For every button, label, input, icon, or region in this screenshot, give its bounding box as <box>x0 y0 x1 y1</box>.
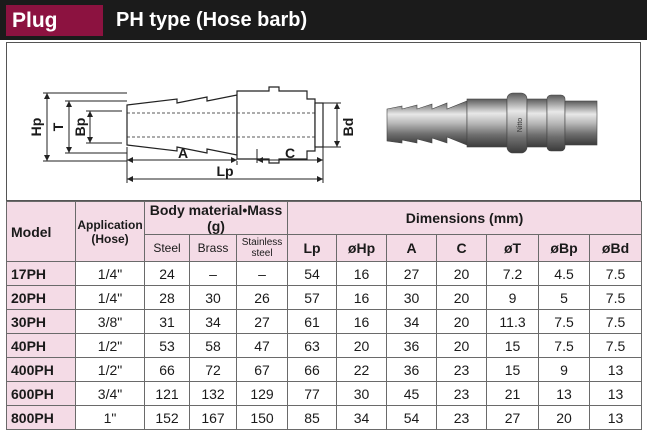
cell-bp: 7.5 <box>539 310 590 334</box>
cell-stainless: 27 <box>237 310 288 334</box>
cell-stainless: 26 <box>237 286 288 310</box>
cell-t: 7.2 <box>487 262 539 286</box>
cell-brass: 72 <box>190 358 237 382</box>
label-c: C <box>284 145 296 161</box>
cell-lp: 61 <box>288 310 337 334</box>
header-bd: øBd <box>590 235 642 262</box>
cell-application: 1/4" <box>76 262 145 286</box>
cell-a: 36 <box>387 334 437 358</box>
cell-t: 27 <box>487 406 539 430</box>
cell-a: 30 <box>387 286 437 310</box>
cell-t: 21 <box>487 382 539 406</box>
cell-steel: 24 <box>145 262 190 286</box>
cell-hp: 34 <box>337 406 387 430</box>
cell-steel: 121 <box>145 382 190 406</box>
dimension-drawing <box>7 43 640 200</box>
cell-lp: 85 <box>288 406 337 430</box>
cell-model: 40PH <box>7 334 76 358</box>
label-hp: Hp <box>28 117 44 137</box>
table-row <box>7 310 642 334</box>
table-row <box>7 406 642 430</box>
cell-t: 11.3 <box>487 310 539 334</box>
cell-steel: 53 <box>145 334 190 358</box>
table-row <box>7 358 642 382</box>
cell-lp: 77 <box>288 382 337 406</box>
header-model: Model <box>7 202 76 262</box>
cell-stainless: – <box>237 262 288 286</box>
label-lp: Lp <box>216 163 234 179</box>
cell-application: 1/2" <box>76 358 145 382</box>
header-hp: øHp <box>337 235 387 262</box>
table-row <box>7 286 642 310</box>
cell-c: 23 <box>437 382 487 406</box>
cell-application: 3/4" <box>76 382 145 406</box>
cell-brass: 132 <box>190 382 237 406</box>
specification-table <box>6 201 642 430</box>
cell-application: 1/4" <box>76 286 145 310</box>
header-stainless: Stainless steel <box>237 235 288 262</box>
cell-c: 23 <box>437 406 487 430</box>
cell-brass: – <box>190 262 237 286</box>
cell-stainless: 129 <box>237 382 288 406</box>
cell-steel: 28 <box>145 286 190 310</box>
cell-model: 600PH <box>7 382 76 406</box>
header-a: A <box>387 235 437 262</box>
label-bd: Bd <box>340 117 356 137</box>
cell-bd: 7.5 <box>590 334 642 358</box>
cell-bd: 7.5 <box>590 262 642 286</box>
cell-hp: 16 <box>337 262 387 286</box>
cell-c: 20 <box>437 334 487 358</box>
cell-bp: 4.5 <box>539 262 590 286</box>
cell-hp: 16 <box>337 310 387 334</box>
cell-t: 15 <box>487 358 539 382</box>
label-bp: Bp <box>72 117 88 137</box>
cell-steel: 66 <box>145 358 190 382</box>
header-dimensions: Dimensions (mm) <box>288 202 642 235</box>
header-lp: Lp <box>288 235 337 262</box>
cell-application: 1/2" <box>76 334 145 358</box>
cell-c: 23 <box>437 358 487 382</box>
cell-lp: 63 <box>288 334 337 358</box>
cell-bp: 7.5 <box>539 334 590 358</box>
category-tab: Plug <box>6 5 103 36</box>
header-steel: Steel <box>145 235 190 262</box>
cell-application: 3/8" <box>76 310 145 334</box>
cell-bp: 9 <box>539 358 590 382</box>
cell-c: 20 <box>437 286 487 310</box>
page-title: PH type (Hose barb) <box>116 9 308 31</box>
cell-hp: 16 <box>337 286 387 310</box>
product-photo <box>387 93 597 153</box>
header-c: C <box>437 235 487 262</box>
table-body <box>7 262 642 430</box>
cell-stainless: 67 <box>237 358 288 382</box>
cell-brass: 30 <box>190 286 237 310</box>
cell-bp: 13 <box>539 382 590 406</box>
cell-brass: 58 <box>190 334 237 358</box>
cell-stainless: 150 <box>237 406 288 430</box>
cell-model: 17PH <box>7 262 76 286</box>
cell-model: 400PH <box>7 358 76 382</box>
cell-bd: 13 <box>590 382 642 406</box>
product-marking: Nitto <box>517 117 524 133</box>
cell-model: 800PH <box>7 406 76 430</box>
cell-model: 20PH <box>7 286 76 310</box>
table-row <box>7 382 642 406</box>
cell-lp: 57 <box>288 286 337 310</box>
header-body-material: Body material•Mass (g) <box>145 202 288 235</box>
cell-hp: 30 <box>337 382 387 406</box>
cell-a: 54 <box>387 406 437 430</box>
cell-brass: 34 <box>190 310 237 334</box>
header-bp: øBp <box>539 235 590 262</box>
cell-lp: 54 <box>288 262 337 286</box>
cell-bp: 5 <box>539 286 590 310</box>
cell-hp: 22 <box>337 358 387 382</box>
header-t: øT <box>487 235 539 262</box>
cell-bd: 7.5 <box>590 286 642 310</box>
cell-a: 45 <box>387 382 437 406</box>
header-bar <box>0 0 647 40</box>
cell-bp: 20 <box>539 406 590 430</box>
table-row <box>7 334 642 358</box>
cell-c: 20 <box>437 310 487 334</box>
cell-c: 20 <box>437 262 487 286</box>
label-t: T <box>50 122 66 132</box>
table-row <box>7 262 642 286</box>
cell-bd: 13 <box>590 406 642 430</box>
cell-t: 9 <box>487 286 539 310</box>
cell-t: 15 <box>487 334 539 358</box>
cell-steel: 31 <box>145 310 190 334</box>
diagram-panel <box>6 42 641 201</box>
cell-model: 30PH <box>7 310 76 334</box>
cell-lp: 66 <box>288 358 337 382</box>
cell-steel: 152 <box>145 406 190 430</box>
label-a: A <box>177 145 189 161</box>
cell-stainless: 47 <box>237 334 288 358</box>
cell-bd: 13 <box>590 358 642 382</box>
header-application: Application (Hose) <box>76 202 145 262</box>
cell-bd: 7.5 <box>590 310 642 334</box>
header-brass: Brass <box>190 235 237 262</box>
cell-a: 27 <box>387 262 437 286</box>
cell-brass: 167 <box>190 406 237 430</box>
cell-a: 36 <box>387 358 437 382</box>
cell-a: 34 <box>387 310 437 334</box>
cell-application: 1" <box>76 406 145 430</box>
cell-hp: 20 <box>337 334 387 358</box>
